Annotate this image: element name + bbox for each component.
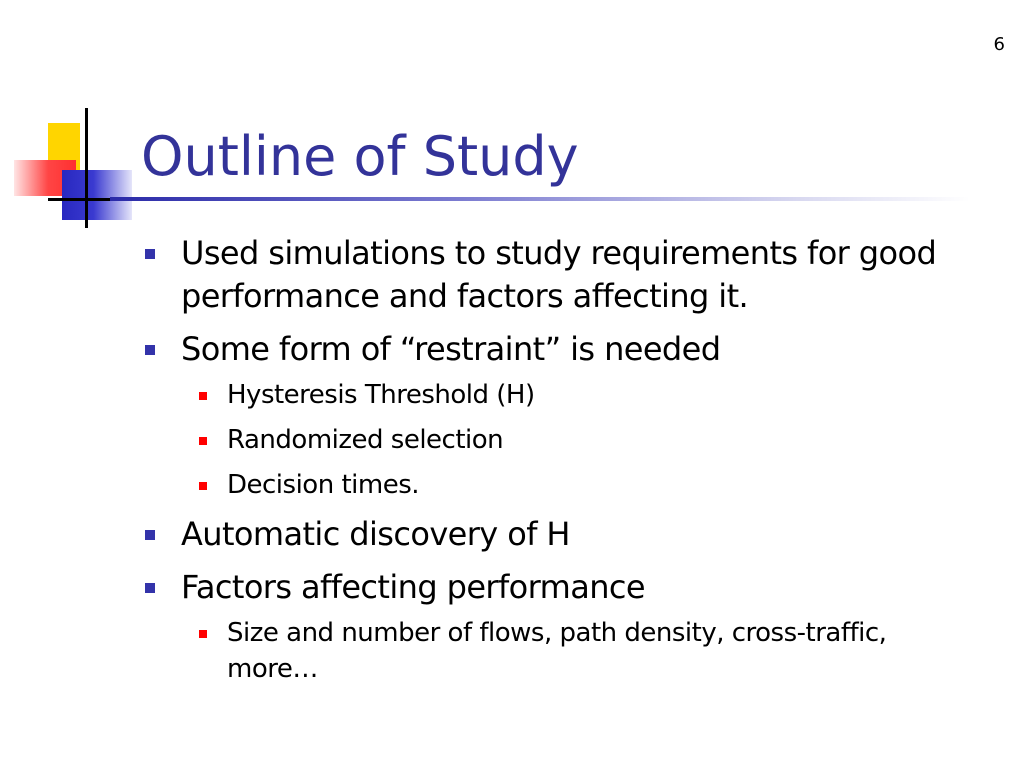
square-sub-bullet-icon: [199, 392, 207, 400]
sub-bullet-text: Hysteresis Threshold (H): [227, 380, 535, 410]
blue-square-decoration: [62, 170, 132, 220]
bullet-text: Factors affecting performance: [181, 568, 645, 606]
sub-bullet-text: Decision times.: [227, 470, 420, 500]
square-bullet-icon: [145, 583, 155, 593]
square-bullet-icon: [145, 249, 155, 259]
square-sub-bullet-icon: [199, 482, 207, 490]
sub-bullet-list: [181, 377, 945, 503]
bullet-item: [145, 513, 945, 556]
sub-bullet-list: [181, 615, 945, 687]
sub-bullet-item: [181, 377, 945, 413]
square-sub-bullet-icon: [199, 437, 207, 445]
bullet-item: [145, 328, 945, 503]
square-bullet-icon: [145, 345, 155, 355]
vertical-line-decoration: [85, 108, 88, 228]
sub-bullet-text: Size and number of flows, path density, cross-traffic, more…: [227, 618, 887, 684]
bullet-text: Used simulations to study requirements for good performance and factors affecting it.: [181, 234, 937, 315]
bullet-text: Some form of “restraint” is needed: [181, 330, 721, 368]
slide-content: [145, 232, 945, 697]
sub-bullet-text: Randomized selection: [227, 425, 504, 455]
slide-title: Outline of Study: [141, 125, 579, 188]
bullet-item: [145, 232, 945, 318]
sub-bullet-item: [181, 467, 945, 503]
slide-number: 6: [993, 34, 1005, 55]
square-sub-bullet-icon: [199, 630, 207, 638]
square-bullet-icon: [145, 530, 155, 540]
bullet-item: [145, 566, 945, 687]
sub-bullet-item: [181, 422, 945, 458]
bullet-list: [145, 232, 945, 687]
bullet-text: Automatic discovery of H: [181, 515, 570, 553]
title-underline: [110, 197, 970, 201]
sub-bullet-item: [181, 615, 945, 687]
decorative-logo-blocks: [0, 100, 160, 240]
